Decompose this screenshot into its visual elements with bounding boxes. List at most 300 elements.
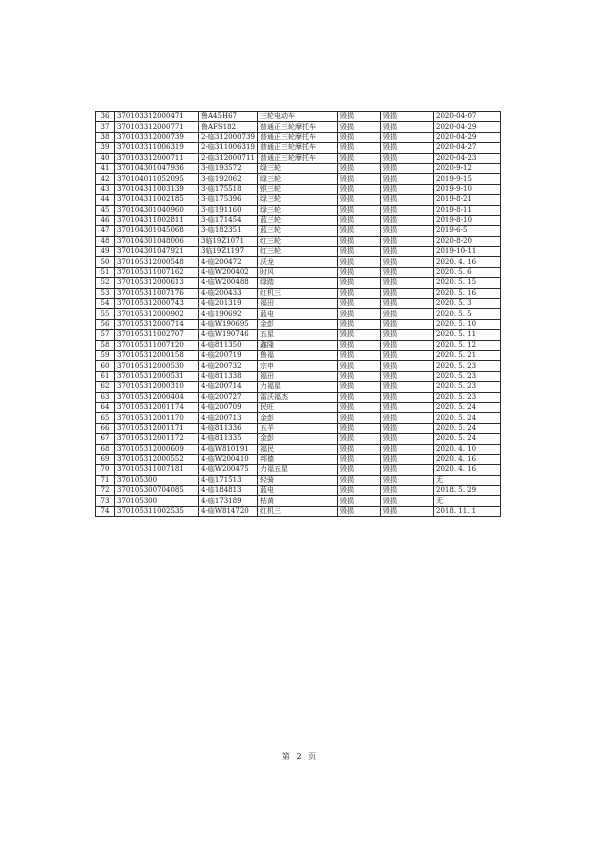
plate-number-cell: 鲁A45H67 — [199, 112, 258, 122]
handling-status-cell: 毁损 — [381, 132, 434, 142]
record-number-cell: 370104311002811 — [115, 215, 199, 225]
plate-number-cell: 4-临W200488 — [199, 278, 258, 288]
record-number-cell: 370105312000530 — [115, 361, 199, 371]
row-index-cell: 57 — [96, 330, 115, 340]
plate-number-cell: 4-临200713 — [199, 413, 258, 423]
record-number-cell: 370104311003139 — [115, 184, 199, 194]
table-row — [96, 475, 501, 485]
record-number-cell: 370103312000739 — [115, 132, 199, 142]
condition-status-cell: 毁损 — [338, 236, 381, 246]
plate-number-cell: 鲁AFS182 — [199, 122, 258, 132]
plate-number-cell: 2-临312000711 — [199, 153, 258, 163]
plate-number-cell: 4-临W814720 — [199, 506, 258, 516]
vehicle-type-cell: 红机三 — [258, 506, 338, 516]
condition-status-cell: 毁损 — [338, 392, 381, 402]
record-number-cell: 370105311007120 — [115, 340, 199, 350]
row-index-cell: 50 — [96, 257, 115, 267]
condition-status-cell: 毁损 — [338, 496, 381, 506]
table-row — [96, 340, 501, 350]
table-row — [96, 163, 501, 173]
date-cell: 2020-04-29 — [434, 132, 501, 142]
handling-status-cell: 毁损 — [381, 361, 434, 371]
vehicle-type-cell: 绿三轮 — [258, 195, 338, 205]
record-number-cell: 370105312000531 — [115, 371, 199, 381]
handling-status-cell: 毁损 — [381, 257, 434, 267]
handling-status-cell: 毁损 — [381, 226, 434, 236]
condition-status-cell: 毁损 — [338, 434, 381, 444]
row-index-cell: 43 — [96, 184, 115, 194]
vehicle-type-cell: 宗申 — [258, 361, 338, 371]
row-index-cell: 58 — [96, 340, 115, 350]
table-row — [96, 444, 501, 454]
table-row — [96, 112, 501, 122]
record-number-cell: 370105311007176 — [115, 288, 199, 298]
row-index-cell: 42 — [96, 174, 115, 184]
table-row — [96, 465, 501, 475]
row-index-cell: 40 — [96, 153, 115, 163]
row-index-cell: 53 — [96, 288, 115, 298]
vehicle-type-cell: 金彭 — [258, 319, 338, 329]
record-number-cell: 370105312000548 — [115, 257, 199, 267]
row-index-cell: 69 — [96, 454, 115, 464]
table-row — [96, 350, 501, 360]
handling-status-cell: 毁损 — [381, 288, 434, 298]
vehicle-type-cell: 绿踏 — [258, 278, 338, 288]
plate-number-cell: 4-临W190746 — [199, 330, 258, 340]
row-index-cell: 63 — [96, 392, 115, 402]
plate-number-cell: 4-临W200410 — [199, 454, 258, 464]
date-cell: 2020-9-12 — [434, 163, 501, 173]
vehicle-type-cell: 蓝三轮 — [258, 215, 338, 225]
plate-number-cell: 4-临811338 — [199, 371, 258, 381]
vehicle-type-cell: 福田 — [258, 371, 338, 381]
handling-status-cell: 毁损 — [381, 402, 434, 412]
plate-number-cell: 4-临811335 — [199, 434, 258, 444]
handling-status-cell: 毁损 — [381, 174, 434, 184]
handling-status-cell: 毁损 — [381, 330, 434, 340]
table-row — [96, 496, 501, 506]
vehicle-type-cell: 金彭 — [258, 434, 338, 444]
row-index-cell: 73 — [96, 496, 115, 506]
record-number-cell: 370104301047921 — [115, 247, 199, 257]
handling-status-cell: 毁损 — [381, 496, 434, 506]
table-row — [96, 267, 501, 277]
date-cell: 2020-04-07 — [434, 112, 501, 122]
date-cell: 无 — [434, 496, 501, 506]
record-number-cell: 370105311002707 — [115, 330, 199, 340]
table-row — [96, 486, 501, 496]
date-cell: 2020. 5. 16 — [434, 288, 501, 298]
handling-status-cell: 毁损 — [381, 350, 434, 360]
condition-status-cell: 毁损 — [338, 382, 381, 392]
record-number-cell: 370105312000613 — [115, 278, 199, 288]
vehicle-type-cell: 枯黄 — [258, 496, 338, 506]
condition-status-cell: 毁损 — [338, 330, 381, 340]
condition-status-cell: 毁损 — [338, 195, 381, 205]
row-index-cell: 65 — [96, 413, 115, 423]
table-row — [96, 184, 501, 194]
handling-status-cell: 毁损 — [381, 340, 434, 350]
record-number-cell: 370105312000552 — [115, 454, 199, 464]
row-index-cell: 72 — [96, 486, 115, 496]
plate-number-cell: 3-临171454 — [199, 215, 258, 225]
condition-status-cell: 毁损 — [338, 174, 381, 184]
record-number-cell: 370105312001174 — [115, 402, 199, 412]
condition-status-cell: 毁损 — [338, 465, 381, 475]
row-index-cell: 47 — [96, 226, 115, 236]
row-index-cell: 68 — [96, 444, 115, 454]
row-index-cell: 55 — [96, 309, 115, 319]
plate-number-cell: 4-临173189 — [199, 496, 258, 506]
table-row — [96, 361, 501, 371]
row-index-cell: 54 — [96, 299, 115, 309]
row-index-cell: 56 — [96, 319, 115, 329]
vehicle-type-cell: 鑫隆 — [258, 340, 338, 350]
handling-status-cell: 毁损 — [381, 236, 434, 246]
page-number: 第 2 页 — [281, 752, 319, 761]
date-cell: 2020. 5. 21 — [434, 350, 501, 360]
condition-status-cell: 毁损 — [338, 288, 381, 298]
table-row — [96, 423, 501, 433]
vehicle-type-cell: 银三轮 — [258, 184, 338, 194]
date-cell: 2019-9-15 — [434, 174, 501, 184]
table-body — [96, 112, 501, 517]
date-cell: 2020. 4. 16 — [434, 454, 501, 464]
record-number-cell: 370105300704085 — [115, 486, 199, 496]
vehicle-type-cell: 蓝电 — [258, 309, 338, 319]
condition-status-cell: 毁损 — [338, 278, 381, 288]
row-index-cell: 39 — [96, 143, 115, 153]
date-cell: 2020. 5. 23 — [434, 361, 501, 371]
table-row — [96, 402, 501, 412]
date-cell: 2020. 5. 24 — [434, 413, 501, 423]
date-cell: 2018. 5. 29 — [434, 486, 501, 496]
vehicle-type-cell: 力福星 — [258, 382, 338, 392]
vehicle-type-cell: 绿三轮 — [258, 163, 338, 173]
record-number-cell: 370105312000404 — [115, 392, 199, 402]
plate-number-cell: 3-临182351 — [199, 226, 258, 236]
date-cell: 2020. 5. 11 — [434, 330, 501, 340]
table-row — [96, 309, 501, 319]
handling-status-cell: 毁损 — [381, 319, 434, 329]
handling-status-cell: 毁损 — [381, 434, 434, 444]
row-index-cell: 44 — [96, 195, 115, 205]
handling-status-cell: 毁损 — [381, 267, 434, 277]
plate-number-cell: 4-临171513 — [199, 475, 258, 485]
date-cell: 2020. 4. 16 — [434, 257, 501, 267]
date-cell: 2020. 4. 10 — [434, 444, 501, 454]
condition-status-cell: 毁损 — [338, 371, 381, 381]
handling-status-cell: 毁损 — [381, 215, 434, 225]
date-cell: 2020. 5. 24 — [434, 434, 501, 444]
row-index-cell: 64 — [96, 402, 115, 412]
plate-number-cell: 4-临W190695 — [199, 319, 258, 329]
row-index-cell: 37 — [96, 122, 115, 132]
date-cell: 2019-8-21 — [434, 195, 501, 205]
row-index-cell: 45 — [96, 205, 115, 215]
record-number-cell: 370105312000743 — [115, 299, 199, 309]
row-index-cell: 61 — [96, 371, 115, 381]
date-cell: 2019-8-10 — [434, 215, 501, 225]
record-number-cell: 370105312000158 — [115, 350, 199, 360]
condition-status-cell: 毁损 — [338, 112, 381, 122]
handling-status-cell: 毁损 — [381, 278, 434, 288]
handling-status-cell: 毁损 — [381, 122, 434, 132]
handling-status-cell: 毁损 — [381, 309, 434, 319]
condition-status-cell: 毁损 — [338, 506, 381, 516]
table-row — [96, 299, 501, 309]
condition-status-cell: 毁损 — [338, 143, 381, 153]
condition-status-cell: 毁损 — [338, 486, 381, 496]
handling-status-cell: 毁损 — [381, 444, 434, 454]
row-index-cell: 59 — [96, 350, 115, 360]
record-number-cell: 370103312000711 — [115, 153, 199, 163]
plate-number-cell: 4-临W200475 — [199, 465, 258, 475]
table-row — [96, 247, 501, 257]
condition-status-cell: 毁损 — [338, 361, 381, 371]
table-row — [96, 319, 501, 329]
plate-number-cell: 4-临811336 — [199, 423, 258, 433]
date-cell: 2020. 5. 5 — [434, 309, 501, 319]
row-index-cell: 41 — [96, 163, 115, 173]
vehicle-type-cell: 五羊 — [258, 423, 338, 433]
table-row — [96, 257, 501, 267]
table-row — [96, 226, 501, 236]
row-index-cell: 36 — [96, 112, 115, 122]
handling-status-cell: 毁损 — [381, 195, 434, 205]
handling-status-cell: 毁损 — [381, 112, 434, 122]
table-row — [96, 330, 501, 340]
record-number-cell: 370104301048006 — [115, 236, 199, 246]
condition-status-cell: 毁损 — [338, 215, 381, 225]
date-cell: 2020-8-20 — [434, 236, 501, 246]
table-row — [96, 174, 501, 184]
plate-number-cell: 4-临200709 — [199, 402, 258, 412]
plate-number-cell: 3-临175396 — [199, 195, 258, 205]
vehicle-type-cell: 雷沃福杰 — [258, 392, 338, 402]
handling-status-cell: 毁损 — [381, 153, 434, 163]
plate-number-cell: 3-临175518 — [199, 184, 258, 194]
handling-status-cell: 毁损 — [381, 299, 434, 309]
date-cell: 2020. 5. 24 — [434, 402, 501, 412]
row-index-cell: 67 — [96, 434, 115, 444]
record-number-cell: 370104301040960 — [115, 205, 199, 215]
vehicle-record-sheet — [95, 111, 500, 517]
table-row — [96, 215, 501, 225]
date-cell: 2020. 5. 15 — [434, 278, 501, 288]
row-index-cell: 46 — [96, 215, 115, 225]
date-cell: 2018. 11. 1 — [434, 506, 501, 516]
vehicle-type-cell: 时风 — [258, 267, 338, 277]
handling-status-cell: 毁损 — [381, 143, 434, 153]
table-row — [96, 143, 501, 153]
plate-number-cell: 4-临W810191 — [199, 444, 258, 454]
condition-status-cell: 毁损 — [338, 402, 381, 412]
condition-status-cell: 毁损 — [338, 257, 381, 267]
condition-status-cell: 毁损 — [338, 122, 381, 132]
vehicle-type-cell: 沃龙 — [258, 257, 338, 267]
row-index-cell: 49 — [96, 247, 115, 257]
record-number-cell: 370104011052095 — [115, 174, 199, 184]
handling-status-cell: 毁损 — [381, 163, 434, 173]
date-cell: 2020. 4. 16 — [434, 465, 501, 475]
table-row — [96, 371, 501, 381]
handling-status-cell: 毁损 — [381, 382, 434, 392]
table-row — [96, 288, 501, 298]
table-row — [96, 205, 501, 215]
table-row — [96, 382, 501, 392]
vehicle-type-cell: 力福五星 — [258, 465, 338, 475]
plate-number-cell: 4-临200732 — [199, 361, 258, 371]
plate-number-cell: 4-临200472 — [199, 257, 258, 267]
handling-status-cell: 毁损 — [381, 506, 434, 516]
handling-status-cell: 毁损 — [381, 184, 434, 194]
handling-status-cell: 毁损 — [381, 423, 434, 433]
vehicle-type-cell: 邦德 — [258, 454, 338, 464]
vehicle-type-cell: 福田 — [258, 299, 338, 309]
condition-status-cell: 毁损 — [338, 423, 381, 433]
handling-status-cell: 毁损 — [381, 205, 434, 215]
row-index-cell: 66 — [96, 423, 115, 433]
record-number-cell: 370105312001172 — [115, 434, 199, 444]
vehicle-type-cell: 普通正三轮摩托车 — [258, 153, 338, 163]
table-row — [96, 236, 501, 246]
table-row — [96, 278, 501, 288]
plate-number-cell: 4-临W200402 — [199, 267, 258, 277]
date-cell: 2020. 5. 23 — [434, 392, 501, 402]
row-index-cell: 74 — [96, 506, 115, 516]
row-index-cell: 48 — [96, 236, 115, 246]
handling-status-cell: 毁损 — [381, 454, 434, 464]
date-cell: 2020. 5. 23 — [434, 371, 501, 381]
record-number-cell: 370104311002185 — [115, 195, 199, 205]
condition-status-cell: 毁损 — [338, 226, 381, 236]
record-number-cell: 370105311002535 — [115, 506, 199, 516]
date-cell: 2019-10-11 — [434, 247, 501, 257]
condition-status-cell: 毁损 — [338, 413, 381, 423]
row-index-cell: 38 — [96, 132, 115, 142]
vehicle-type-cell: 红三轮 — [258, 247, 338, 257]
plate-number-cell: 4-临200714 — [199, 382, 258, 392]
condition-status-cell: 毁损 — [338, 153, 381, 163]
plate-number-cell: 2-临311006319 — [199, 143, 258, 153]
plate-number-cell: 4-临200727 — [199, 392, 258, 402]
record-number-cell: 370105312001171 — [115, 423, 199, 433]
condition-status-cell: 毁损 — [338, 309, 381, 319]
condition-status-cell: 毁损 — [338, 247, 381, 257]
vehicle-table — [95, 111, 501, 517]
condition-status-cell: 毁损 — [338, 205, 381, 215]
row-index-cell: 52 — [96, 278, 115, 288]
condition-status-cell: 毁损 — [338, 475, 381, 485]
vehicle-type-cell: 普通正三轮摩托车 — [258, 143, 338, 153]
table-row — [96, 195, 501, 205]
date-cell: 2020. 5. 3 — [434, 299, 501, 309]
handling-status-cell: 毁损 — [381, 465, 434, 475]
condition-status-cell: 毁损 — [338, 319, 381, 329]
date-cell: 2019-9-10 — [434, 184, 501, 194]
vehicle-type-cell: 五星 — [258, 330, 338, 340]
record-number-cell: 370103312000771 — [115, 122, 199, 132]
vehicle-type-cell: 普通正三轮摩托车 — [258, 122, 338, 132]
record-number-cell: 370105311007162 — [115, 267, 199, 277]
plate-number-cell: 4-临184813 — [199, 486, 258, 496]
plate-number-cell: 3临19Z1071 — [199, 236, 258, 246]
condition-status-cell: 毁损 — [338, 299, 381, 309]
date-cell: 2020. 5. 6 — [434, 267, 501, 277]
vehicle-type-cell: 绿三轮 — [258, 174, 338, 184]
plate-number-cell: 3-临192062 — [199, 174, 258, 184]
date-cell: 2020. 5. 23 — [434, 382, 501, 392]
vehicle-type-cell: 金彭 — [258, 413, 338, 423]
handling-status-cell: 毁损 — [381, 247, 434, 257]
record-number-cell: 370105312000609 — [115, 444, 199, 454]
date-cell: 2020-04-29 — [434, 122, 501, 132]
record-number-cell: 370105300 — [115, 496, 199, 506]
vehicle-type-cell: 蓝三轮 — [258, 226, 338, 236]
condition-status-cell: 毁损 — [338, 454, 381, 464]
record-number-cell: 370105311007181 — [115, 465, 199, 475]
plate-number-cell: 4-临190692 — [199, 309, 258, 319]
vehicle-type-cell: 普通正三轮摩托车 — [258, 132, 338, 142]
condition-status-cell: 毁损 — [338, 340, 381, 350]
plate-number-cell: 4-临811350 — [199, 340, 258, 350]
date-cell: 2019-8-11 — [434, 205, 501, 215]
condition-status-cell: 毁损 — [338, 444, 381, 454]
date-cell: 2020-04-27 — [434, 143, 501, 153]
row-index-cell: 71 — [96, 475, 115, 485]
record-number-cell: 370103312000471 — [115, 112, 199, 122]
table-row — [96, 153, 501, 163]
table-row — [96, 506, 501, 516]
table-row — [96, 413, 501, 423]
condition-status-cell: 毁损 — [338, 184, 381, 194]
record-number-cell: 370105312000310 — [115, 382, 199, 392]
condition-status-cell: 毁损 — [338, 350, 381, 360]
condition-status-cell: 毁损 — [338, 132, 381, 142]
record-number-cell: 370104301047936 — [115, 163, 199, 173]
handling-status-cell: 毁损 — [381, 413, 434, 423]
plate-number-cell: 4-临201319 — [199, 299, 258, 309]
handling-status-cell: 毁损 — [381, 486, 434, 496]
table-row — [96, 132, 501, 142]
record-number-cell: 370105312000714 — [115, 319, 199, 329]
date-cell: 2020. 5. 10 — [434, 319, 501, 329]
vehicle-type-cell: 绿三轮 — [258, 205, 338, 215]
condition-status-cell: 毁损 — [338, 163, 381, 173]
date-cell: 2020. 5. 24 — [434, 423, 501, 433]
row-index-cell: 70 — [96, 465, 115, 475]
vehicle-type-cell: 红三轮 — [258, 236, 338, 246]
table-row — [96, 392, 501, 402]
handling-status-cell: 毁损 — [381, 475, 434, 485]
date-cell: 2019-6-5 — [434, 226, 501, 236]
plate-number-cell: 4-临200433 — [199, 288, 258, 298]
vehicle-type-cell: 民旺 — [258, 402, 338, 412]
plate-number-cell: 4-临200719 — [199, 350, 258, 360]
condition-status-cell: 毁损 — [338, 267, 381, 277]
record-number-cell: 370105312000902 — [115, 309, 199, 319]
vehicle-type-cell: 红机三 — [258, 288, 338, 298]
vehicle-type-cell: 福民 — [258, 444, 338, 454]
table-row — [96, 454, 501, 464]
plate-number-cell: 3-临193572 — [199, 163, 258, 173]
plate-number-cell: 3-临191160 — [199, 205, 258, 215]
date-cell: 2020-04-23 — [434, 153, 501, 163]
record-number-cell: 370105312001170 — [115, 413, 199, 423]
vehicle-type-cell: 轻骑 — [258, 475, 338, 485]
row-index-cell: 60 — [96, 361, 115, 371]
